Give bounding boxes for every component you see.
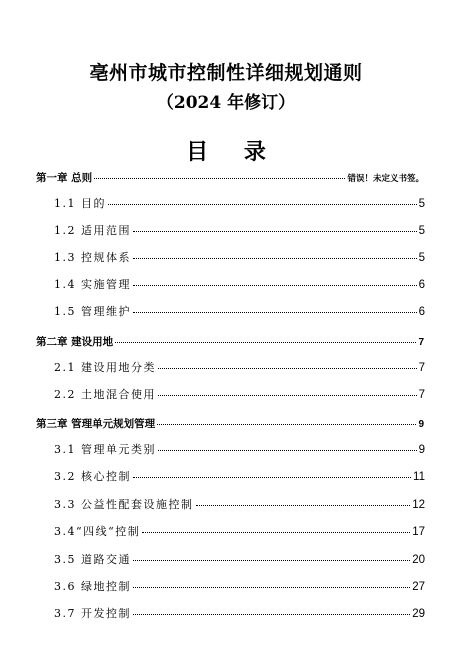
toc-entry-chapter-3[interactable] xyxy=(36,416,424,431)
toc-entry-label: 第二章 建设用地 xyxy=(36,336,114,348)
toc-entry-label: 3.5 道路交通 xyxy=(54,553,131,566)
toc-leader-dots xyxy=(142,532,410,533)
toc-leader-dots xyxy=(133,285,417,286)
toc-entry-label: 1.5 管理维护 xyxy=(54,305,131,318)
toc-entry-page: 20 xyxy=(412,554,425,566)
toc-entry-section-3-1[interactable] xyxy=(54,441,425,457)
toc-entry-page: 5 xyxy=(418,198,425,210)
toc-entry-section-3-6[interactable] xyxy=(54,578,425,594)
toc-entry-section-3-4[interactable] xyxy=(54,523,425,539)
toc-entry-section-1-2[interactable] xyxy=(54,222,425,238)
toc-leader-dots xyxy=(133,560,410,561)
toc-entry-label: 3.7 开发控制 xyxy=(54,607,131,620)
toc-entry-section-1-5[interactable] xyxy=(54,303,425,319)
toc-entry-page: 12 xyxy=(412,499,425,511)
toc-entry-label: 3.4“四线“控制 xyxy=(54,525,141,538)
toc-entry-page: 5 xyxy=(418,225,425,237)
toc-entry-page: 7 xyxy=(418,337,424,348)
toc-entry-page: 29 xyxy=(412,608,425,620)
toc-entry-page: 17 xyxy=(412,526,425,538)
toc-entry-label: 3.3 公益性配套设施控制 xyxy=(54,498,194,511)
toc-leader-dots xyxy=(196,505,411,506)
toc-leader-dots xyxy=(133,312,417,313)
toc-leader-dots xyxy=(108,204,417,205)
toc-entry-label: 2.1 建设用地分类 xyxy=(54,361,156,374)
toc-entry-section-3-5[interactable] xyxy=(54,551,425,567)
toc-leader-dots xyxy=(133,258,417,259)
toc-entry-label: 3.1 管理单元类别 xyxy=(54,443,156,456)
toc-entry-page: 错误！未定义书签。 xyxy=(347,174,424,184)
toc-entry-section-1-1[interactable] xyxy=(54,195,425,211)
toc-leader-dots xyxy=(157,424,416,425)
toc-entry-section-3-3[interactable] xyxy=(54,496,425,512)
toc-heading: 目 录 xyxy=(186,139,280,165)
toc-entry-section-1-3[interactable] xyxy=(54,249,425,265)
toc-entry-page: 7 xyxy=(418,389,425,401)
toc-entry-section-2-2[interactable] xyxy=(54,386,425,402)
toc-entry-label: 第三章 管理单元规划管理 xyxy=(36,418,156,430)
document-subtitle: （2024 年修订） xyxy=(156,93,296,113)
toc-entry-page: 6 xyxy=(418,279,425,291)
toc-entry-label: 1.1 目的 xyxy=(54,197,106,210)
toc-entry-label: 1.2 适用范围 xyxy=(54,224,131,237)
toc-entry-label: 2.2 土地混合使用 xyxy=(54,388,156,401)
toc-entry-label: 第一章 总则 xyxy=(36,172,93,184)
toc-entry-section-1-4[interactable] xyxy=(54,276,425,292)
toc-entry-page: 7 xyxy=(418,362,425,374)
toc-leader-dots xyxy=(158,395,417,396)
toc-entry-section-3-7[interactable] xyxy=(54,605,425,621)
toc-leader-dots xyxy=(133,477,411,478)
toc-entry-page: 11 xyxy=(413,471,425,483)
toc-entry-section-2-1[interactable] xyxy=(54,359,425,375)
toc-leader-dots xyxy=(158,368,417,369)
toc-leader-dots xyxy=(94,178,345,179)
toc-entry-page: 9 xyxy=(418,419,424,430)
toc-leader-dots xyxy=(133,587,410,588)
toc-leader-dots xyxy=(115,342,416,343)
toc-entry-page: 27 xyxy=(412,581,425,593)
toc-leader-dots xyxy=(158,450,417,451)
toc-leader-dots xyxy=(133,614,410,615)
toc-entry-page: 6 xyxy=(418,306,425,318)
toc-entry-chapter-1[interactable] xyxy=(36,170,424,185)
toc-leader-dots xyxy=(133,231,417,232)
toc-entry-label: 3.2 核心控制 xyxy=(54,470,131,483)
toc-entry-label: 1.3 控规体系 xyxy=(54,251,131,264)
toc-entry-section-3-2[interactable] xyxy=(54,468,425,484)
toc-entry-label: 3.6 绿地控制 xyxy=(54,580,131,593)
toc-entry-chapter-2[interactable] xyxy=(36,334,424,349)
toc-entry-page: 9 xyxy=(418,444,425,456)
toc-entry-page: 5 xyxy=(418,252,425,264)
document-title: 亳州市城市控制性详细规划通则 xyxy=(89,62,363,84)
toc-entry-label: 1.4 实施管理 xyxy=(54,278,131,291)
